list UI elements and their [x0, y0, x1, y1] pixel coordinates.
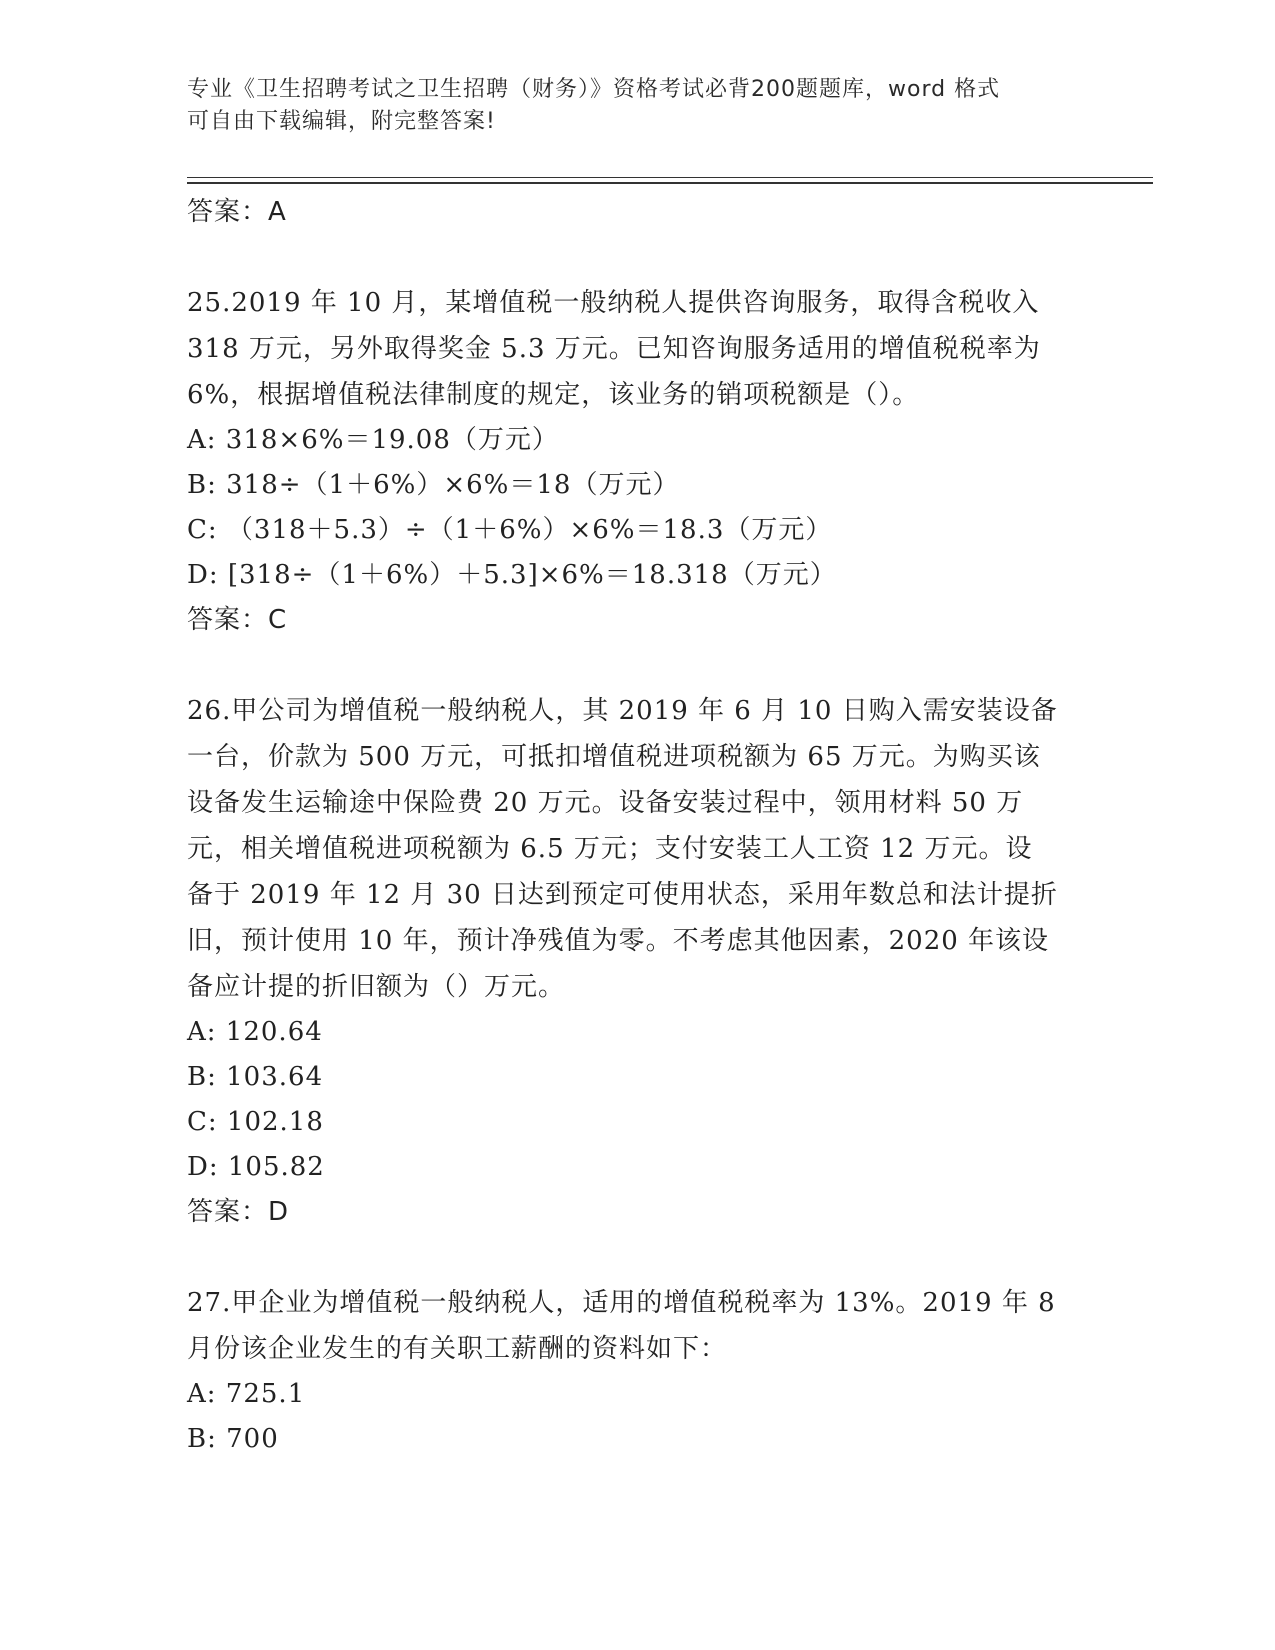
question-27 — [187, 1280, 1087, 1372]
question-text-line: 26.甲公司为增值税一般纳税人，其 2019 年 6 月 10 日购入需安装设备 — [187, 696, 1058, 726]
question-text-line: 6%，根据增值税法律制度的规定，该业务的销项税额是（）。 — [187, 380, 920, 410]
header-line-1: 专业《卫生招聘考试之卫生招聘（财务）》资格考试必背200题题库，word 格式 — [187, 77, 1001, 102]
question-list — [187, 190, 1087, 1462]
question-text-line: 设备发生运输途中保险费 20 万元。设备安装过程中，领用材料 50 万 — [187, 788, 1024, 818]
document-header — [187, 74, 1067, 138]
header-divider-thin — [187, 177, 1153, 178]
question-text-line: 备应计提的折旧额为（）万元。 — [187, 972, 566, 1002]
previous-answer: 答案：A — [187, 197, 287, 227]
question-25 — [187, 280, 1087, 418]
option-a: A: 725.1 — [187, 1379, 306, 1409]
question-text-line: 一台，价款为 500 万元，可抵扣增值税进项税额为 65 万元。为购买该 — [187, 742, 1041, 772]
answer-25: 答案：C — [187, 605, 288, 635]
question-text-line: 月份该企业发生的有关职工薪酬的资料如下： — [187, 1334, 728, 1364]
option-b: B: 103.64 — [187, 1062, 324, 1092]
option-d: D: [318÷（1＋6%）＋5.3]×6%＝18.318（万元） — [187, 560, 837, 590]
question-text-line: 27.甲企业为增值税一般纳税人，适用的增值税税率为 13%。2019 年 8 — [187, 1288, 1056, 1318]
option-b: B: 700 — [187, 1424, 279, 1454]
answer-26: 答案：D — [187, 1197, 290, 1227]
question-text-line: 25.2019 年 10 月，某增值税一般纳税人提供咨询服务，取得含税收入 — [187, 288, 1040, 318]
option-c: C: （318＋5.3）÷（1＋6%）×6%＝18.3（万元） — [187, 515, 833, 545]
header-line-2: 可自由下载编辑，附完整答案! — [187, 109, 496, 134]
header-divider-thick — [187, 182, 1153, 184]
option-a: A: 120.64 — [187, 1017, 323, 1047]
option-a: A: 318×6%＝19.08（万元） — [187, 425, 559, 455]
question-text-line: 旧，预计使用 10 年，预计净残值为零。不考虑其他因素，2020 年该设 — [187, 926, 1050, 956]
question-26 — [187, 688, 1087, 1010]
option-d: D: 105.82 — [187, 1152, 325, 1182]
question-text-line: 元，相关增值税进项税额为 6.5 万元；支付安装工人工资 12 万元。设 — [187, 834, 1033, 864]
question-text-line: 318 万元，另外取得奖金 5.3 万元。已知咨询服务适用的增值税税率为 — [187, 334, 1041, 364]
question-text-line: 备于 2019 年 12 月 30 日达到预定可使用状态，采用年数总和法计提折 — [187, 880, 1058, 910]
option-b: B: 318÷（1＋6%）×6%＝18（万元） — [187, 470, 680, 500]
option-c: C: 102.18 — [187, 1107, 324, 1137]
